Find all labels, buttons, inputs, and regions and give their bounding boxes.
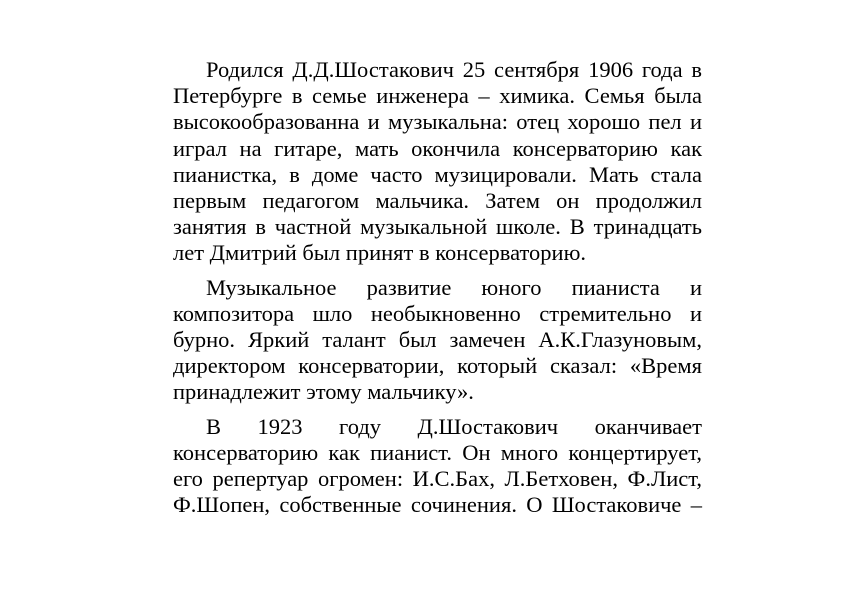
paragraph-musical-development: Музыкальное развитие юного пианиста и композитора шло необыкновенно стремительно и бурно. Яркий талант был замечен А.К.Глазуновым, директором консерватории, который сказал: «Время принадлежит этому мальчику». <box>173 274 702 405</box>
paragraph-biography-birth: Родился Д.Д.Шостакович 25 сентября 1906 года в Петербурге в семье инженера – химика. Семья была высокообразованна и музыкальна: отец хорошо пел и играл на гитаре, мать окончила консерваторию как пианистка, в доме часто музицировали. Мать стала первым педагогом мальчика. Затем он продолжил занятия в частной музыкальной школе. В тринадцать лет Дмитрий был принят в консерваторию. <box>173 57 702 266</box>
document-text <box>173 57 702 526</box>
paragraph-conservatory-graduation: В 1923 году Д.Шостакович оканчивает консерваторию как пианист. Он много концертирует, его репертуар огромен: И.С.Бах, Л.Бетховен, Ф.Лист, Ф.Шопен, собственные сочинения. О Шостаковиче – <box>173 413 702 518</box>
